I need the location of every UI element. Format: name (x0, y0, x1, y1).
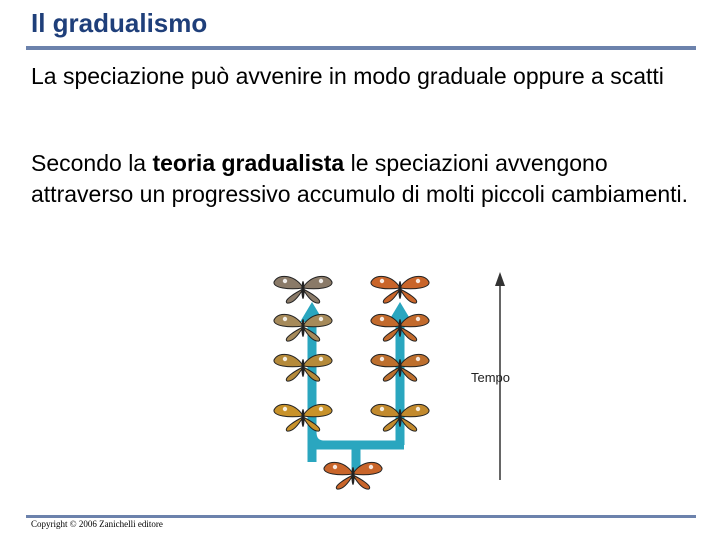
copyright-footer: Copyright © 2006 Zanichelli editore (31, 519, 163, 529)
phylogeny-svg (260, 262, 540, 502)
left-lineage-butterfly (274, 404, 332, 431)
theory-text-before: Secondo la (31, 150, 153, 176)
intro-paragraph: La speciazione può avvenire in modo graduale oppure a scatti (31, 63, 664, 89)
time-label: Tempo (471, 370, 511, 385)
footer-divider (26, 515, 696, 518)
theory-text-after: le speciazioni avvengono attraverso un progressivo accumulo di molti piccoli cambiamenti. (31, 150, 689, 207)
gradualism-diagram (260, 262, 540, 502)
lineage-branches (308, 317, 404, 472)
left-lineage-butterfly (274, 276, 332, 303)
right-lineage-butterfly (371, 276, 429, 303)
theory-paragraph (31, 148, 701, 210)
slide-title: Il gradualismo (31, 8, 208, 38)
left-lineage-butterfly (274, 354, 332, 381)
theory-term: teoria gradualista (152, 150, 345, 176)
title-divider (26, 46, 696, 50)
time-arrow-head (495, 272, 505, 286)
